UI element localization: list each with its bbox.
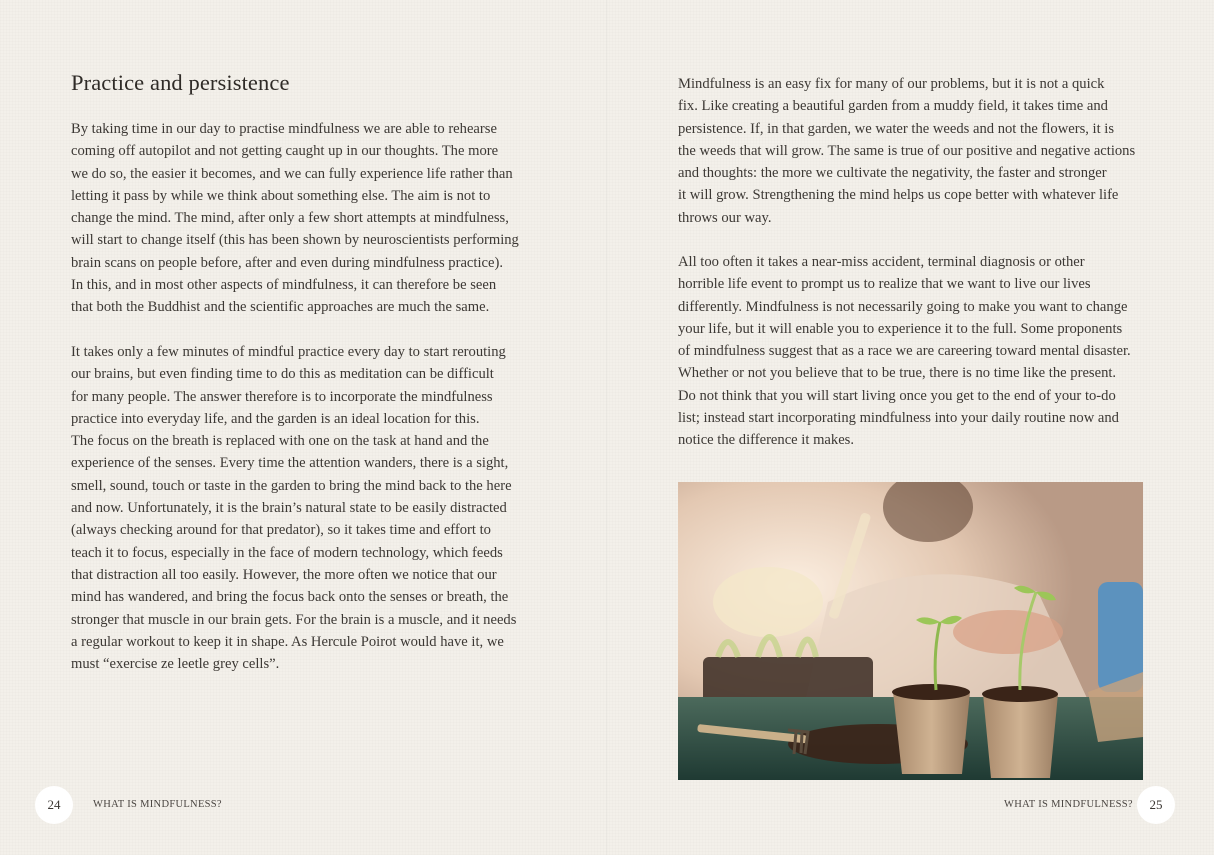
page-number: 24 [35,786,73,824]
text-line: Do not think that you will start living once you get to the end of your to-do [678,387,1116,404]
text-line: that both the Buddhist and the scientific approaches are much the same. [71,299,490,316]
text-line: a regular workout to keep it in shape. As Hercule Poirot would have it, we [71,633,504,650]
text-line: teach it to focus, especially in the face of modern technology, which feeds [71,544,503,561]
text-line: Whether or not you believe that to be true, there is no time like the present. [678,365,1117,382]
text-line: persistence. If, in that garden, we water the weeds and not the flowers, it is [678,120,1115,137]
text-line: throws our way. [678,209,772,226]
text-line: coming off autopilot and not getting caught up in our thoughts. The more [71,143,499,160]
text-line: of mindfulness suggest that as a race we are careering toward mental disaster. [678,343,1131,360]
left-paragraph-2 [71,341,541,675]
text-line: our brains, but even finding time to do this as meditation can be difficult [71,366,494,383]
text-line: that distraction all too easily. However, the more often we notice that our [71,566,497,583]
right-paragraph-1 [678,73,1148,229]
text-line: In this, and in most other aspects of mindfulness, it can therefore be seen [71,277,497,294]
text-line: for many people. The answer therefore is to incorporate the mindfulness [71,388,493,405]
text-line: It takes only a few minutes of mindful practice every day to start rerouting [71,344,506,360]
text-line: we do so, the easier it becomes, and we can fully experience life rather than [71,165,513,182]
text-line: mind has wandered, and bring the focus back onto the senses or breath, the [71,589,509,606]
text-line: change the mind. The mind, after only a few short attempts at mindfulness, [71,210,509,227]
text-line: The focus on the breath is replaced with one on the task at hand and the [71,433,489,450]
text-line: differently. Mindfulness is not necessarily going to make you want to change [678,298,1128,315]
text-line: and now. Unfortunately, it is the brain’s natural state to be easily distracted [71,500,507,517]
text-line: notice the difference it makes. [678,432,854,449]
right-paragraph-2 [678,251,1148,452]
left-paragraph-1 [71,118,541,319]
page-number: 25 [1137,786,1175,824]
running-title: WHAT IS MINDFULNESS? [93,799,222,810]
text-line: smell, sound, touch or taste in the garden to bring the mind back to the here [71,477,512,494]
seedlings-illustration [678,482,1143,780]
text-line: list; instead start incorporating mindfulness into your daily routine now and [678,410,1119,427]
text-line: (always checking around for that predator), so it takes time and effort to [71,522,491,539]
text-line: experience of the senses. Every time the attention wanders, there is a sight, [71,455,509,472]
text-line: practice into everyday life, and the garden is an ideal location for this. [71,410,480,427]
text-line: your life, but it will enable you to experience it to the full. Some proponents [678,320,1123,337]
text-line: will start to change itself (this has been shown by neuroscientists performing [71,232,519,249]
text-line: and thoughts: the more we cultivate the negativity, the faster and stronger [678,165,1107,182]
text-line: must “exercise ze leetle grey cells”. [71,656,280,673]
text-line: All too often it takes a near-miss accident, terminal diagnosis or other [678,254,1085,270]
text-line: By taking time in our day to practise mindfulness we are able to rehearse [71,121,497,137]
text-line: Mindfulness is an easy fix for many of our problems, but it is not a quick [678,76,1105,92]
seedlings-photo [678,482,1143,780]
right-page [607,0,1214,855]
text-line: it will grow. Strengthening the mind helps us cope better with whatever life [678,187,1119,204]
page-heading: Practice and persistence [71,70,290,95]
text-line: brain scans on people before, after and even during mindfulness practice). [71,254,503,271]
running-title: WHAT IS MINDFULNESS? [1004,799,1133,810]
text-line: fix. Like creating a beautiful garden from a muddy field, it takes time and [678,98,1108,115]
text-line: the weeds that will grow. The same is true of our positive and negative actions [678,142,1136,159]
text-line: letting it pass by while we think about something else. The aim is not to [71,187,491,204]
text-line: horrible life event to prompt us to realize that we want to live our lives [678,276,1091,293]
text-line: stronger that muscle in our brain gets. For the brain is a muscle, and it needs [71,611,517,628]
